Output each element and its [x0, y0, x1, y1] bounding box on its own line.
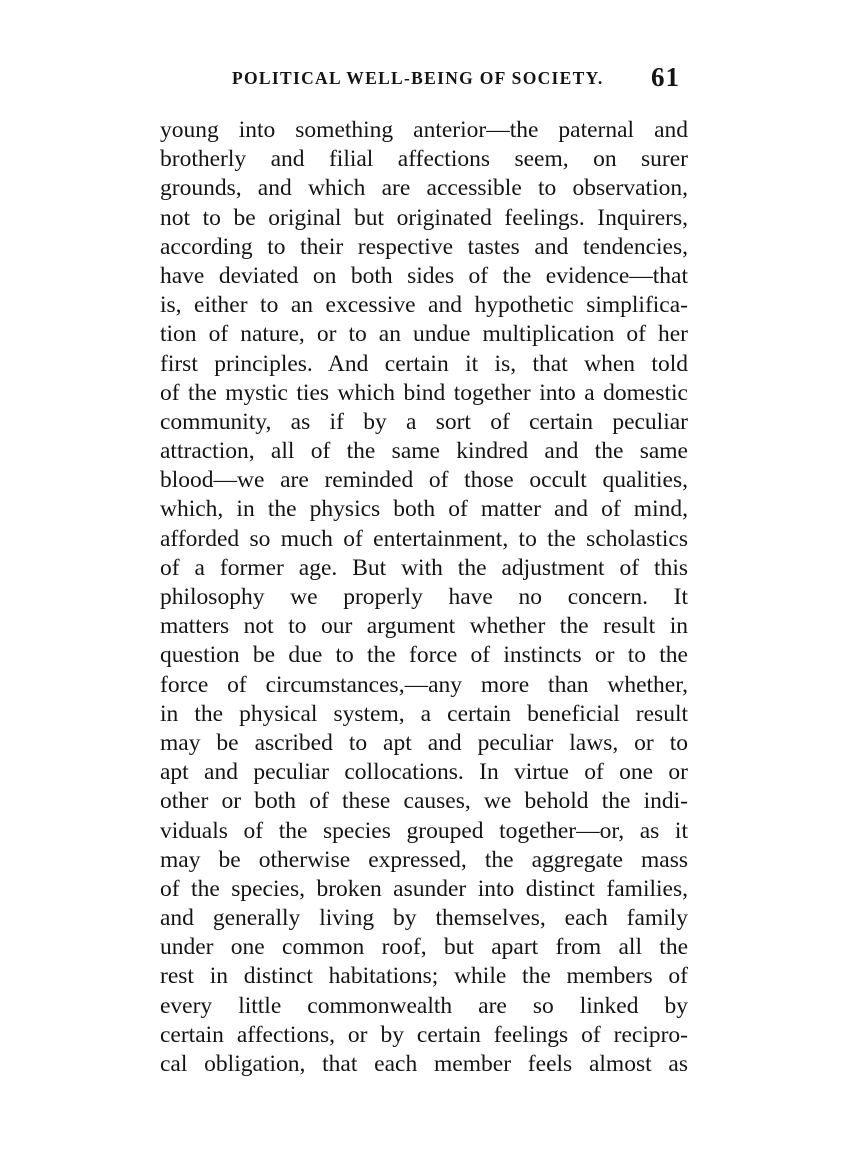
text-line: may be ascribed to apt and peculiar laws, or to — [160, 729, 688, 756]
text-line: other or both of these causes, we behold the indi- — [160, 788, 688, 815]
text-line: blood—we are reminded of those occult qualities, — [160, 467, 688, 494]
text-line: viduals of the species grouped together—or, as it — [160, 817, 688, 844]
text-line: community, as if by a sort of certain peculiar — [160, 408, 688, 435]
running-title: POLITICAL WELL-BEING OF SOCIETY. — [232, 68, 604, 88]
text-line: is, either to an excessive and hypothetic simplifica- — [160, 292, 688, 319]
text-line: first principles. And certain it is, that when told — [160, 350, 688, 377]
text-line: certain affections, or by certain feelings of recipro- — [160, 1021, 688, 1048]
running-head — [160, 62, 690, 92]
text-line: of the mystic ties which bind together into a domestic — [160, 379, 688, 406]
text-line: afforded so much of entertainment, to the scholastics — [160, 525, 688, 552]
text-line: question be due to the force of instincts or to the — [160, 642, 688, 669]
text-line: attraction, all of the same kindred and the same — [160, 438, 688, 465]
text-line: which, in the physics both of matter and of mind, — [160, 496, 688, 523]
text-line: apt and peculiar collocations. In virtue of one or — [160, 759, 688, 786]
text-line: of the species, broken asunder into distinct families, — [160, 875, 688, 902]
text-line: have deviated on both sides of the evidence—that — [160, 262, 688, 289]
text-line: grounds, and which are accessible to observation, — [160, 175, 688, 202]
text-line: in the physical system, a certain beneficial result — [160, 700, 688, 727]
text-line: not to be original but originated feelings. Inquirers, — [160, 204, 688, 231]
text-line: cal obligation, that each member feels almost as — [160, 1051, 688, 1077]
text-line: young into something anterior—the paternal and — [160, 117, 688, 143]
text-line: brotherly and filial affections seem, on surer — [160, 146, 688, 173]
text-line: tion of nature, or to an undue multiplication of her — [160, 321, 688, 348]
text-line: matters not to our argument whether the result in — [160, 613, 688, 640]
body-text — [160, 116, 688, 1079]
text-line: may be otherwise expressed, the aggregate mass — [160, 846, 688, 873]
text-line: according to their respective tastes and tendencies, — [160, 233, 688, 260]
text-line: philosophy we properly have no concern. It — [160, 584, 688, 610]
text-line: of a former age. But with the adjustment of this — [160, 554, 688, 581]
page-number: 61 — [651, 62, 680, 92]
text-line: under one common roof, but apart from all the — [160, 934, 688, 961]
text-line: force of circumstances,—any more than whether, — [160, 671, 688, 698]
text-line: rest in distinct habitations; while the members of — [160, 963, 688, 990]
text-line: every little commonwealth are so linked by — [160, 992, 688, 1019]
text-line: and generally living by themselves, each family — [160, 905, 688, 932]
